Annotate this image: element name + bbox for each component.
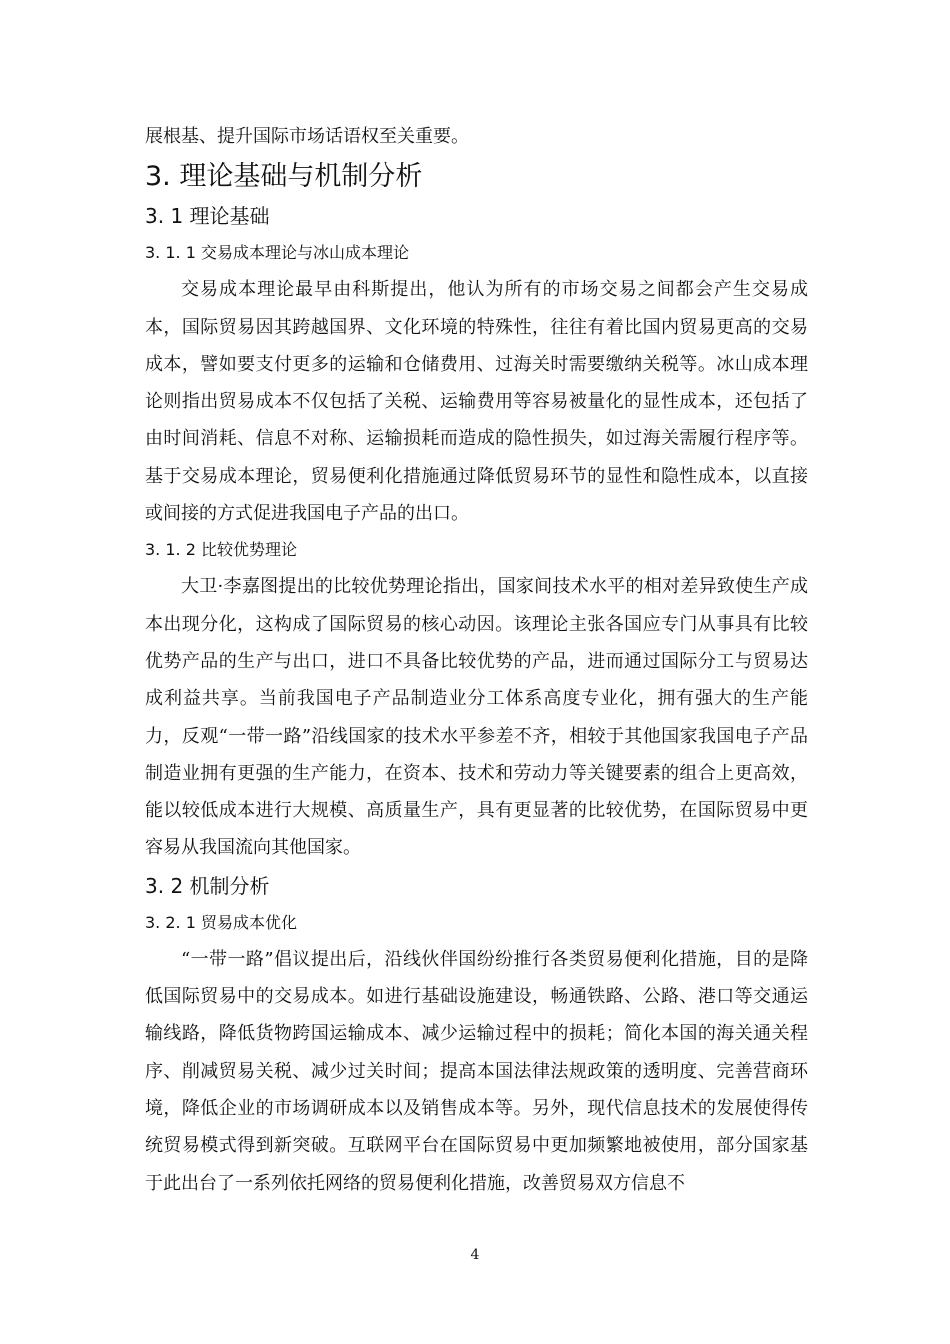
subsection-heading-3-2: 3. 2 机制分析 bbox=[145, 873, 270, 898]
paragraph-comparative-advantage: 大卫·李嘉图提出的比较优势理论指出，国家间技术水平的相对差异致使生产成本出现分化，这构成了国际贸易的核心动因。该理论主张各国应专门从事具有比较优势产品的生产与出口，进口不具备比较优势的产品，进而通过国际分工与贸易达成利益共享。当前我国电子产品制造业分工体系高度专业化，拥有强大的生产能力，反观“一带一路”沿线国家的技术水平参差不齐，相较于其他国家我国电子产品制造业拥有更强的生产能力，在资本、技术和劳动力等关键要素的组合上更高效，能以较低成本进行大规模、高质量生产，具有更显著的比较优势，在国际贸易中更容易从我国流向其他国家。 bbox=[145, 576, 808, 859]
subsection-heading-3-1: 3. 1 理论基础 bbox=[145, 204, 270, 229]
page-content bbox=[145, 118, 808, 1202]
paragraph-trade-cost-optimization: “一带一路”倡议提出后，沿线伙伴国纷纷推行各类贸易便利化措施，目的是降低国际贸易中的交易成本。如进行基础设施建设，畅通铁路、公路、港口等交通运输线路，降低货物跨国运输成本、减少运输过程中的损耗；简化本国的海关通关程序、削减贸易关税、减少过关时间；提高本国法律法规政策的透明度、完善营商环境，降低企业的市场调研成本以及销售成本等。另外，现代信息技术的发展使得传统贸易模式得到新突破。互联网平台在国际贸易中更加频繁地被使用，部分国家基于此出台了一系列依托网络的贸易便利化措施，改善贸易双方信息不 bbox=[145, 948, 808, 1194]
subsubsection-heading-3-1-1: 3. 1. 1 交易成本理论与冰山成本理论 bbox=[145, 243, 409, 263]
section-heading: 3. 理论基础与机制分析 bbox=[145, 161, 423, 193]
continued-paragraph: 展根基、提升国际市场话语权至关重要。 bbox=[145, 126, 469, 147]
subsubsection-heading-3-2-1: 3. 2. 1 贸易成本优化 bbox=[145, 912, 297, 932]
page-number: 4 bbox=[470, 1247, 480, 1263]
subsubsection-heading-3-1-2: 3. 1. 2 比较优势理论 bbox=[145, 540, 297, 560]
paragraph-transaction-cost: 交易成本理论最早由科斯提出，他认为所有的市场交易之间都会产生交易成本，国际贸易因其跨越国界、文化环境的特殊性，往往有着比国内贸易更高的交易成本，譬如要支付更多的运输和仓储费用、过海关时需要缴纳关税等。冰山成本理论则指出贸易成本不仅包括了关税、运输费用等容易被量化的显性成本，还包括了由时间消耗、信息不对称、运输损耗而造成的隐性损失，如过海关需履行程序等。基于交易成本理论，贸易便利化措施通过降低贸易环节的显性和隐性成本，以直接或间接的方式促进我国电子产品的出口。 bbox=[145, 279, 808, 525]
